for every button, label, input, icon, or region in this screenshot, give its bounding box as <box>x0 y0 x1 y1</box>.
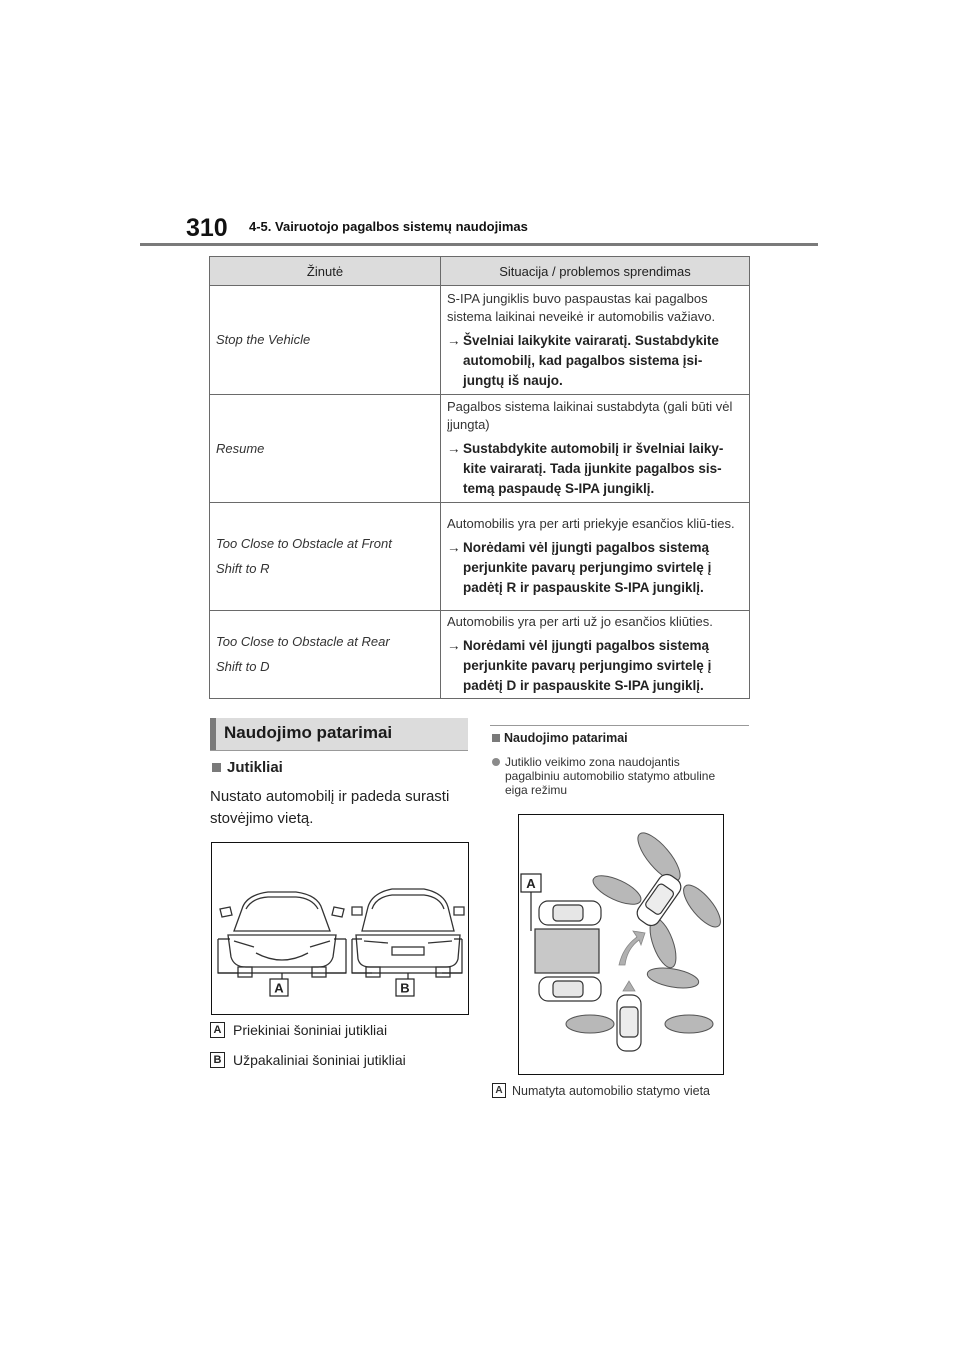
tips-rule <box>210 750 468 751</box>
target-parking-spot <box>535 929 599 973</box>
situation-cell <box>441 395 750 503</box>
legend-key-b: B <box>210 1052 225 1068</box>
callout-label-a-right: A <box>526 876 536 891</box>
message-text: Too Close to Obstacle at Rear <box>216 634 390 649</box>
legend-item-b <box>210 1052 406 1068</box>
table-row <box>210 286 750 395</box>
legend-item-a <box>210 1022 387 1038</box>
parked-car-top <box>539 901 601 925</box>
own-car-start <box>617 995 641 1051</box>
caption-text: Numatyta automobilio statymo vieta <box>512 1083 711 1098</box>
table-row <box>210 395 750 503</box>
arrow-icon: → <box>447 638 461 653</box>
col-header-situation: Situacija / problemos sprendimas <box>441 257 750 286</box>
caption-key-a: A <box>492 1083 506 1098</box>
table-row <box>210 611 750 699</box>
solution <box>447 331 743 391</box>
right-heading <box>492 731 628 745</box>
arrow-icon: → <box>447 540 461 555</box>
solution-text: Norėdami vėl įjungti pagalbos sistemą perjunkite pavarų perjungimo svirtelę į padėtį R ir paspauskite S-IPA jungiklį. <box>463 540 712 595</box>
sensors-heading <box>212 759 283 776</box>
message-text: Resume <box>216 440 265 456</box>
square-bullet-icon <box>212 763 221 772</box>
situation-description: Pagalbos sistema laikinai sustabdyta (gali būti vėl įjungta) <box>447 399 733 432</box>
solution <box>447 636 743 696</box>
situation-description: Automobilis yra per arti priekyje esančios kliū-ties. <box>447 516 735 531</box>
message-table <box>209 256 750 699</box>
sensor-location-figure <box>211 842 469 1015</box>
round-bullet-icon <box>492 758 500 766</box>
message-cell <box>210 503 441 611</box>
header-rule <box>140 243 818 246</box>
section-title: 4-5. Vairuotojo pagalbos sistemų naudojimas <box>249 219 528 234</box>
sensors-heading-text: Jutikliai <box>227 759 283 776</box>
right-heading-text: Naudojimo patarimai <box>504 731 628 745</box>
front-car-icon <box>220 892 344 977</box>
table-header-row <box>210 257 750 286</box>
table-row <box>210 503 750 611</box>
sensors-description: Nustato automobilį ir padeda surasti stovėjimo vietą. <box>210 788 450 827</box>
col-header-message: Žinutė <box>210 257 441 286</box>
legend-label-b: Užpakaliniai šoniniai jutikliai <box>233 1052 406 1068</box>
callout-label-b: B <box>400 980 410 996</box>
solution <box>447 538 743 598</box>
message-text: Shift to R <box>216 561 270 576</box>
message-cell <box>210 611 441 699</box>
bullet-item <box>492 755 732 797</box>
right-column-rule <box>490 725 749 726</box>
message-cell <box>210 395 441 503</box>
legend-label-a: Priekiniai šoniniai jutikliai <box>233 1022 388 1038</box>
arrow-icon: → <box>447 441 461 456</box>
tips-header-bar <box>210 718 216 750</box>
message-text: Stop the Vehicle <box>216 332 311 347</box>
car-sensors-illustration <box>212 843 468 1014</box>
message-text: Too Close to Obstacle at Front <box>216 536 392 551</box>
reverse-arrow-icon <box>619 931 645 965</box>
tips-section-header <box>210 718 468 750</box>
tips-title: Naudojimo patarimai <box>224 723 393 742</box>
sensor-callout-lines <box>218 939 462 979</box>
solution-text: Norėdami vėl įjungti pagalbos sistemą perjunkite pavarų perjungimo svirtelę į padėtį D ir paspauskite S-IPA jungiklį. <box>463 638 712 693</box>
parking-zone-figure <box>518 814 724 1075</box>
situation-description: S-IPA jungiklis buvo paspaustas kai pagalbos sistema laikinai neveikė ir automobilis važiavo. <box>447 290 716 324</box>
message-text: Shift to D <box>216 659 270 674</box>
forward-arrow-icon <box>623 981 635 991</box>
solution-text: Švelniai laikykite vairaratį. Sustabdykite automobilį, kad pagalbos sistema įsi-jungtų iš naujo. <box>463 332 719 388</box>
message-cell <box>210 286 441 395</box>
arrow-icon: → <box>447 332 461 348</box>
situation-cell <box>441 503 750 611</box>
rear-car-icon <box>352 889 464 977</box>
solution <box>447 439 743 499</box>
parked-car-bottom <box>539 977 601 1001</box>
figure-caption <box>492 1083 710 1098</box>
page-number: 310 <box>186 214 228 242</box>
situation-description: Automobilis yra per arti už jo esančios kliūties. <box>447 614 713 629</box>
situation-cell <box>441 611 750 699</box>
situation-cell <box>441 286 750 395</box>
parking-diagram-illustration <box>519 815 723 1074</box>
bullet-text: Jutiklio veikimo zona naudojantis pagalbiniu automobilio statymo atbuline eiga režimu <box>505 755 716 797</box>
legend-key-a: A <box>210 1022 225 1038</box>
solution-text: Sustabdykite automobilį ir švelniai laiky-kite vairaratį. Tada įjunkite pagalbos sis-temą paspaudę S-IPA jungiklį. <box>463 441 724 496</box>
square-bullet-icon <box>492 734 500 742</box>
callout-label-a: A <box>274 980 284 996</box>
